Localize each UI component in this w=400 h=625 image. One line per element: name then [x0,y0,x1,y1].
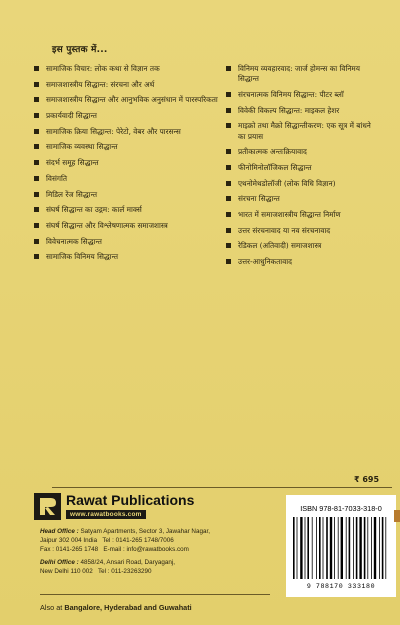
branch-cities [40,603,192,612]
contents-item [226,90,376,100]
contents-item-label: सामाजिक व्यवस्था सिद्धान्त [46,142,118,152]
contents-item [34,127,219,137]
contents-item-label: रेडिकल (अतिवादी) समाजशास्त्र [238,241,322,251]
bullet-icon [226,149,231,154]
head-office-line-3 [40,545,189,554]
contents-item-label: विवेचनात्मक सिद्धान्त [46,236,102,246]
bullet-icon [226,243,231,248]
delhi-office-line-2 [40,567,151,576]
contents-item [34,221,219,231]
contents-item [34,190,219,200]
bullet-icon [34,192,39,197]
contents-item [226,64,376,85]
contents-item-label: सामाजिक विचार: लोक कथा से विज्ञान तक [46,64,160,73]
contents-item-label: संघर्ष सिद्धान्त का उद्गम: कार्ल मार्क्स [46,205,142,215]
head-office-street: Satyam Apartments, Sector 3, Jawahar Nagar, [80,528,210,535]
delhi-office-tel: Tel : 011-23263290 [98,568,152,575]
bullet-icon [226,123,231,128]
contents-list-right [226,64,376,273]
delhi-office-label: Delhi Office : [40,559,79,566]
contents-item-label: विवेकी विकल्प सिद्धान्त: माइकल हेशर [238,105,340,115]
contents-item [226,179,376,189]
contents-item [226,147,376,157]
contents-item-label: माइक्रो तथा मैक्रो सिद्धान्तीकरण: एक सूत्र में बांधने का प्रयास [238,121,371,141]
contents-item-label: सामाजिक क्रिया सिद्धान्त: पेरेटो, वेबर और पारसन्स [46,126,181,136]
bullet-icon [226,92,231,97]
contents-item [34,64,219,74]
head-office-label: Head Office : [40,528,79,535]
delhi-office-line-1 [40,558,175,567]
bullet-icon [34,66,39,71]
contents-item-label: विनिमय व्यवहारवाद: जार्ज होमन्स का विनिमय सिद्धान्त [238,64,360,84]
contents-item [226,210,376,220]
head-office-email: E-mail : info@rawatbooks.com [103,546,189,553]
bullet-icon [226,228,231,233]
contents-item-label: फीनोमिनोलॉजिकल सिद्धान्त [238,163,312,173]
contents-item-label: मिडिल रेंज सिद्धान्त [46,189,97,199]
contents-item-label: एथनोमेथडोलॉजी (लोक विधि विज्ञान) [238,178,336,188]
contents-item-label: समाजशास्त्रीय सिद्धान्त: संरचना और अर्थ [46,79,155,89]
contents-item [34,142,219,152]
contents-item-label: उत्तर संरचनावाद या नव संरचनावाद [238,225,331,235]
contents-item-label: भारत में समाजशास्त्रीय सिद्धान्त निर्माण [238,210,341,220]
contents-item [34,80,219,90]
contents-item [226,106,376,116]
bullet-icon [226,108,231,113]
head-office-tel: Tel : 0141-265 1748/7006 [102,537,174,544]
contents-item [226,163,376,173]
contents-item-label: सामाजिक विनिमय सिद्धान्त [46,252,119,262]
contents-item-label: समाजशास्त्रीय सिद्धान्त और आनुभविक अनुसंधान में पारस्परिकता [46,95,218,105]
contents-item [34,158,219,168]
publisher-name: Rawat Publications [66,492,195,508]
spine-edge [394,510,400,522]
divider [40,594,270,595]
price-label: ₹ 695 [354,475,380,484]
bullet-icon [34,129,39,134]
contents-item [34,205,219,215]
bullet-icon [34,113,39,118]
bullet-icon [34,82,39,87]
contents-item-label: उत्तर-आधुनिकतावाद [238,257,293,267]
publisher-logo-icon [34,493,61,520]
contents-item-label: विसंगति [46,173,68,183]
bullet-icon [34,223,39,228]
head-office-line-2 [40,536,174,545]
also-at-label: Also at [40,603,63,612]
isbn-barcode-panel [286,495,396,597]
head-office-fax: Fax : 0141-265 1748 [40,546,99,553]
bullet-icon [34,160,39,165]
bullet-icon [34,176,39,181]
bullet-icon [34,144,39,149]
barcode-icon [291,517,391,581]
contents-item-label: संरचनात्मक विनिमय सिद्धान्त: पीटर ब्लॉ [238,89,344,99]
bullet-icon [34,97,39,102]
isbn-number: ISBN 978-81-7033-318-0 [300,504,382,513]
bullet-icon [226,181,231,186]
contents-item [226,226,376,236]
bullet-icon [226,196,231,201]
delhi-office-street: 4858/24, Ansari Road, Daryaganj, [80,559,175,566]
delhi-office-city: New Delhi 110 002 [40,568,93,575]
contents-item [226,241,376,251]
contents-item-label: संघर्ष सिद्धान्त और विश्लेषणात्मक समाजशास्त्र [46,220,168,230]
branch-cities-list: Bangalore, Hyderabad and Guwahati [64,603,192,612]
bullet-icon [226,165,231,170]
bullet-icon [226,259,231,264]
bullet-icon [34,239,39,244]
bullet-icon [226,212,231,217]
barcode-digits: 9 788170 333180 [306,583,376,590]
contents-item [226,257,376,267]
bullet-icon [34,207,39,212]
head-office-city: Jaipur 302 004 India [40,537,98,544]
head-office-line-1 [40,527,210,536]
contents-item-label: प्रतीकात्मक अन्तःक्रियावाद [238,147,307,157]
contents-list-left [34,64,219,268]
contents-item [34,174,219,184]
contents-item [226,194,376,204]
bullet-icon [34,254,39,259]
contents-item [226,121,376,142]
contents-item-label: संदर्भ समूह सिद्धान्त [46,158,99,168]
contents-item [34,252,219,262]
contents-item [34,111,219,121]
bullet-icon [226,66,231,71]
contents-item-label: प्रकार्यवादी सिद्धान्त [46,111,97,121]
contents-heading: इस पुस्तक में... [52,45,108,55]
divider [52,487,392,488]
contents-item-label: संरचना सिद्धान्त [238,194,280,204]
contents-item [34,95,219,105]
publisher-url: www.rawatbooks.com [66,510,146,519]
contents-item [34,237,219,247]
